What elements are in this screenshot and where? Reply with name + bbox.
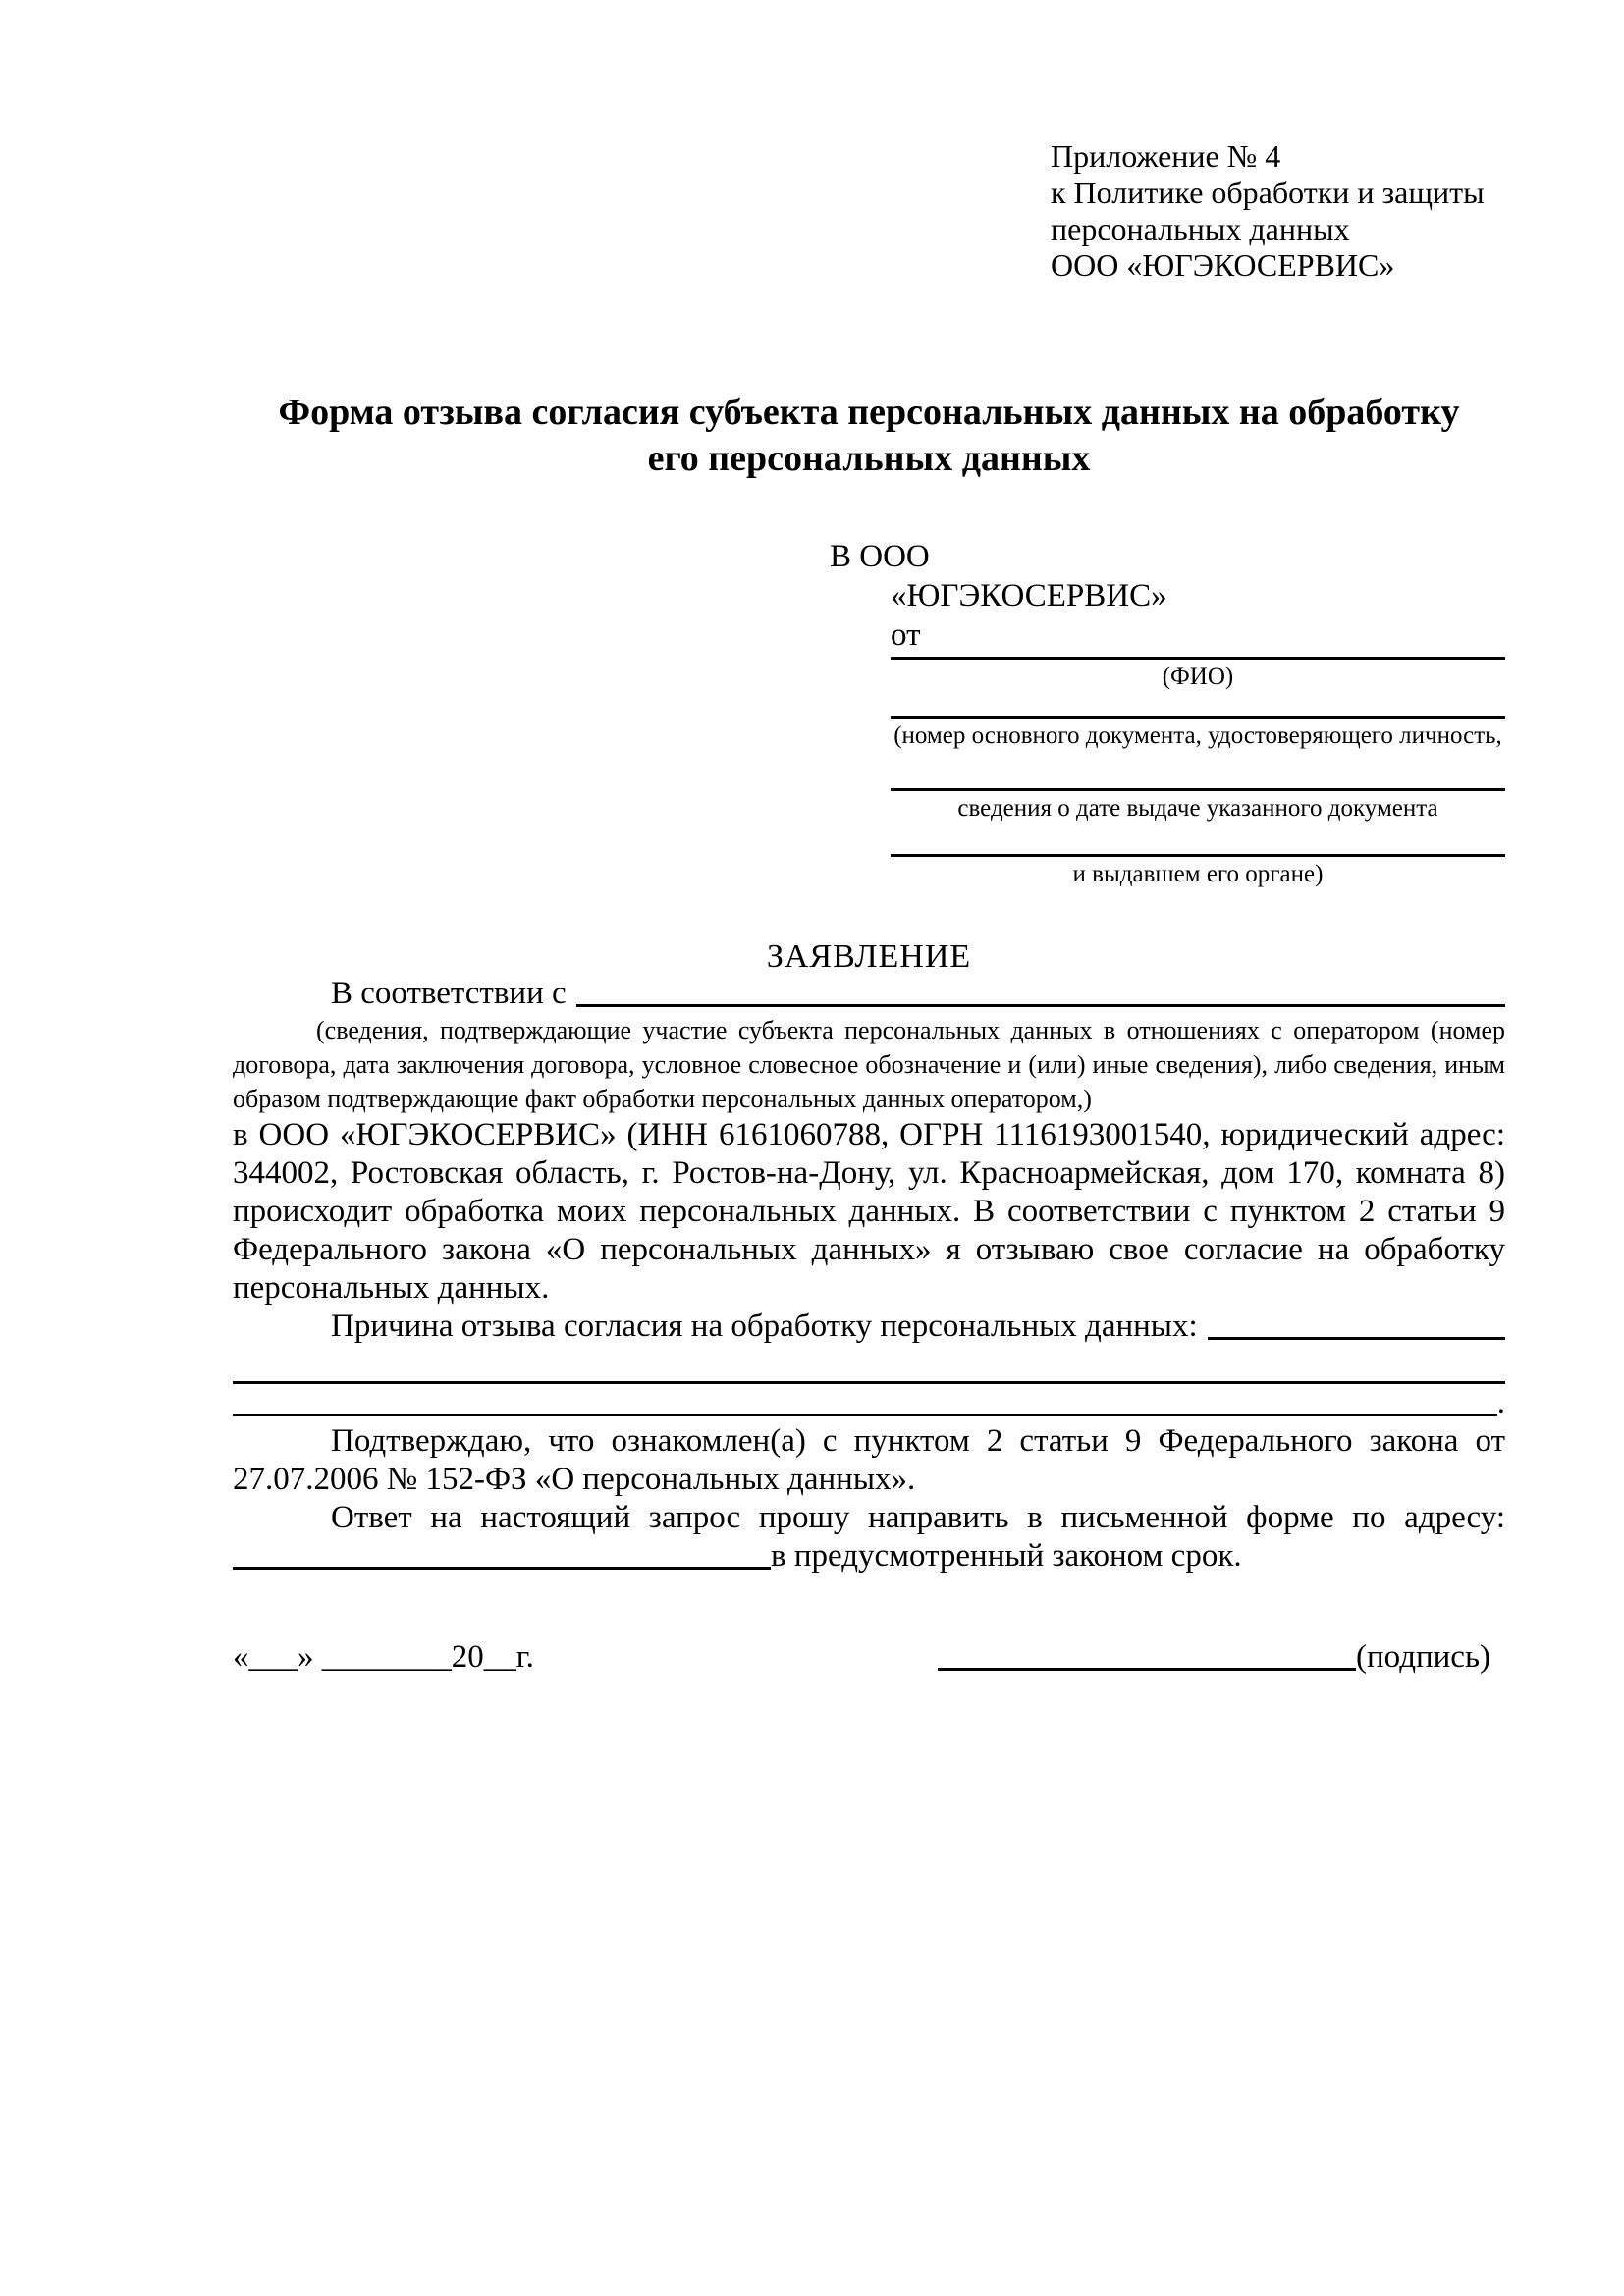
- doc-number-caption: (номер основного документа, удостоверяющего личность,: [893, 722, 1502, 749]
- address-input-line[interactable]: [233, 1537, 771, 1570]
- blank-line-period: .: [1496, 1385, 1505, 1420]
- signature-input-line[interactable]: [938, 1637, 1356, 1671]
- appendix-line: ООО «ЮГЭКОСЕРВИС»: [1051, 247, 1395, 283]
- reply-suffix: в предусмотренный законом срок.: [771, 1538, 1242, 1574]
- signature-row: [233, 1637, 1505, 1677]
- signature-group: [938, 1637, 1490, 1677]
- accordance-input-line[interactable]: [576, 975, 1505, 1007]
- appendix-line: персональных данных: [1051, 211, 1350, 246]
- accordance-prefix: В соответствии с: [331, 976, 567, 1011]
- reply-address-row: [233, 1537, 1505, 1575]
- form-title-line1: Форма отзыва согласия субъекта персональных данных на обработку: [278, 392, 1460, 433]
- statement-heading: ЗАЯВЛЕНИЕ: [766, 938, 972, 975]
- doc-issuer-caption: и выдавшем его органе): [1072, 861, 1324, 887]
- reply-paragraph: Ответ на настоящий запрос прошу направить в письменной форме по адресу:: [331, 1500, 1505, 1535]
- form-title-line2: его персональных данных: [647, 438, 1091, 479]
- reason-blank-line-1[interactable]: [233, 1346, 1505, 1384]
- addressee-block: [830, 537, 1507, 889]
- reason-prefix: Причина отзыва согласия на обработку персональных данных:: [331, 1308, 1198, 1344]
- appendix-line: Приложение № 4: [1051, 138, 1281, 174]
- date-line[interactable]: «___» ________20__г.: [233, 1639, 534, 1675]
- body-paragraph: в ООО «ЮГЭКОСЕРВИС» (ИНН 6161060788, ОГРН 1116193001540, юридический адрес: 344002, Ростовская область, г. Ростов-на-Дону, ул. Красноармейская, дом 170, комната 8) происходит обработка моих персональных данных. В соответствии с пунктом 2 статьи 9 Федерального закона «О персональных данных» я отзываю свое согласие на обработку персональных данных.: [233, 1117, 1505, 1306]
- doc-number-input-line[interactable]: [891, 716, 1505, 719]
- reason-blank-line-2[interactable]: [233, 1384, 1497, 1416]
- appendix-line: к Политике обработки и защиты: [1051, 175, 1485, 210]
- appendix-block: [1051, 138, 1485, 284]
- signature-caption: (подпись): [1356, 1639, 1490, 1675]
- accordance-note: (сведения, подтверждающие участие субъекта персональных данных в отношениях с оператором (номер договора, дата заключения договора, условное словесное обозначение и (или) иные сведения), либо сведения, иным образом подтверждающие факт обработки персональных данных оператором,): [233, 1016, 1505, 1113]
- form-title: [233, 390, 1505, 482]
- reason-blank-line-2-row: [233, 1384, 1505, 1422]
- confirm-paragraph: Подтверждаю, что ознакомлен(а) с пунктом 2 статьи 9 Федерального закона от 27.07.2006 № 152-ФЗ «О персональных данных».: [233, 1423, 1505, 1497]
- doc-date-input-line[interactable]: [891, 788, 1505, 791]
- reason-input-line[interactable]: [1208, 1308, 1505, 1340]
- addressee-org-line1: В ООО: [830, 539, 930, 574]
- addressee-org-line2: «ЮГЭКОСЕРВИС»: [891, 578, 1167, 614]
- fio-input-line[interactable]: [891, 657, 1505, 660]
- doc-date-caption: сведения о дате выдаче указанного документа: [957, 795, 1438, 822]
- accordance-line: [233, 975, 1505, 1013]
- doc-issuer-input-line[interactable]: [891, 854, 1505, 857]
- reason-line: [233, 1308, 1505, 1346]
- fio-caption: (ФИО): [1162, 664, 1234, 690]
- statement-body: [233, 975, 1505, 1575]
- addressee-from-label: от: [891, 617, 921, 653]
